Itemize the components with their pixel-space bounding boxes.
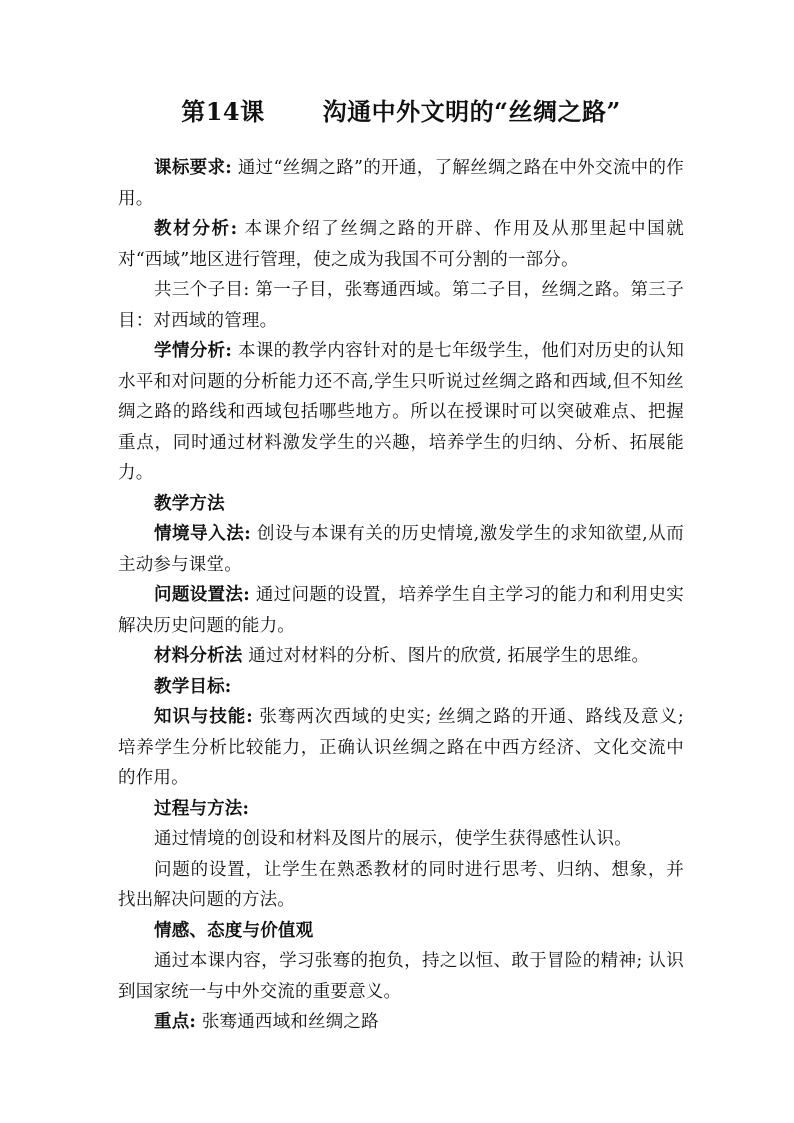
textbook-paragraph [118, 214, 684, 275]
method-material-label: 材料分析法 [154, 646, 243, 666]
subtopics-text: 共三个子目: 第一子目，张骞通西域。第二子目，丝绸之路。第三子目：对西域的管理。 [118, 280, 684, 331]
key-point-paragraph [118, 1007, 684, 1038]
curriculum-paragraph [118, 153, 684, 214]
objectives-heading: 教学目标: [154, 676, 232, 697]
page-title [118, 92, 684, 127]
method-situation-text: 创设与本课有关的历史情境,激发学生的求知欲望,从而主动参与课堂。 [118, 524, 685, 575]
subtopics-paragraph [118, 275, 684, 336]
method-question-paragraph [118, 580, 684, 641]
method-situation-paragraph [118, 519, 684, 580]
students-text: 本课的教学内容针对的是七年级学生，他们对历史的认知水平和对问题的分析能力还不高,学生只听说过丝绸之路和西域,但不知丝绸之路的路线和西域包括哪些地方。所以在授课时可以突破难点、把握重点，同时通过材料激发学生的兴趣，培养学生的归纳、分析、拓展能力。 [118, 341, 685, 483]
method-material-paragraph [118, 641, 684, 672]
method-material-text: 通过对材料的分析、图片的欣赏, 拓展学生的思维。 [248, 646, 650, 666]
students-paragraph [118, 336, 684, 489]
method-situation-label: 情境导入法: [154, 524, 251, 544]
curriculum-text: 通过“丝绸之路”的开通，了解丝绸之路在中外交流中的作用。 [118, 158, 684, 209]
method-question-text: 通过问题的设置，培养学生自主学习的能力和利用史实解决历史问题的能力。 [118, 585, 684, 636]
values-heading: 情感、态度与价值观 [154, 920, 314, 941]
knowledge-label: 知识与技能: [154, 707, 253, 727]
key-point-text: 张骞通西域和丝绸之路 [201, 1012, 379, 1032]
textbook-label: 教材分析: [154, 219, 238, 239]
lesson-topic: 沟通中外文明的“丝绸之路” [322, 97, 621, 126]
knowledge-paragraph [118, 702, 684, 794]
process-paragraph-2: 问题的设置，让学生在熟悉教材的同时进行思考、归纳、想象，并找出解决问题的方法。 [118, 859, 684, 910]
values-paragraph: 通过本课内容，学习张骞的抱负，持之以恒、敢于冒险的精神; 认识到国家统一与中外交流的重要意义。 [118, 951, 684, 1002]
students-label: 学情分析: [154, 341, 233, 361]
lesson-number: 第14课 [181, 97, 265, 126]
knowledge-text: 张骞两次西域的史实; 丝绸之路的开通、路线及意义; 培养学生分析比较能力，正确认识丝绸之路在中西方经济、文化交流中的作用。 [118, 707, 684, 788]
document-page [118, 92, 684, 1038]
methods-heading: 教学方法 [154, 493, 225, 514]
curriculum-label: 课标要求: [154, 158, 232, 178]
process-paragraph-1: 通过情境的创设和材料及图片的展示，使学生获得感性认识。 [154, 829, 632, 849]
textbook-text: 本课介绍了丝绸之路的开辟、作用及从那里起中国就对“西域”地区进行管理，使之成为我国不可分割的一部分。 [118, 219, 684, 270]
process-heading: 过程与方法: [154, 798, 250, 819]
key-point-label: 重点: [154, 1012, 197, 1032]
method-question-label: 问题设置法: [154, 585, 250, 605]
